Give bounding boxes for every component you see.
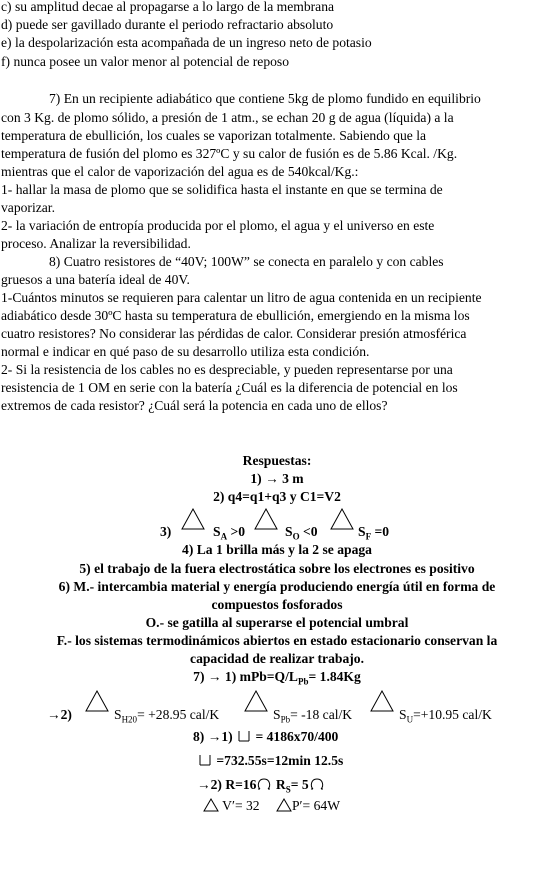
answer-3-label: 3) [160,524,172,539]
entropy-a: $S_A >0$ [213,524,246,542]
entropy-f: $S_F =0$ [358,524,390,542]
ohm-icon [256,777,272,791]
problem8-line9: extremos de cada resistor? ¿Cuál será la potencia en cada uno de ellos? [1,398,388,413]
problem7-line3: temperatura de ebullición, los cuales se vaporizan totalmente. Sabiendo que la [1,128,427,143]
entropy-lead: $S_{Pb}= -18$ cal/K [273,707,353,725]
problem8-line8: resistencia de 1 OM en serie con la batería ¿Cuál es la diferencia de potencial en los [1,380,458,395]
entropy-o: $S_O <0$ [285,524,318,542]
problem7-line6: 1- hallar la masa de plomo que se solidifica hasta el instante en que se termina de [1,182,443,197]
answer-6-line2: compuestos fosforados [211,597,343,612]
answer-1-value: 3 m [278,471,304,486]
option-e: e) la despolarización esta acompañada de un ingreso neto de potasio [1,35,372,50]
answer-7-1: 7) → 1) $mPb=Q/L_{Pb}= 1.84Kg$ [193,669,361,687]
ohm-icon [309,777,325,791]
arrow-right-icon: → [265,471,279,486]
problem8-line3: 1-Cuántos minutos se requieren para calentar un litro de agua contenida en un recipiente [1,290,482,305]
delta-t-icon [197,753,213,767]
entropy-universe: $S_U=+10.95$ cal/K [399,707,492,725]
delta-icon [370,690,394,712]
arrow-right-icon: → [207,669,222,684]
problem7-line1: 7) En un recipiente adiabático que contiene 5kg de plomo fundido en equilibrio [49,91,481,106]
problem8-line6: normal e indicar en qué paso de su desarrollo utiliza esta condición. [1,344,370,359]
delta-icon [276,798,292,812]
answer-7-2 [0,706,554,728]
problem7-line9: proceso. Analizar la reversibilidad. [1,236,191,251]
problem7-line8: 2- la variación de entropía producida por el plomo, el agua y el universo en este [1,218,435,233]
problem8-line4: adiabático desde 30ºC hasta su temperatura de ebullición, emergiendo en la misma los [1,308,470,323]
option-d: d) puede ser gavillado durante el periodo refractario absoluto [1,17,334,32]
answers-title: Respuestas: [242,453,312,468]
answer-6-line5: capacidad de realizar trabajo. [190,651,364,666]
delta-icon [254,508,278,530]
delta-icon [203,798,219,812]
answer-5: 5) el trabajo de la fuera electrostática sobre los electrones es positivo [79,561,475,576]
answer-6-line4: F.- los sistemas termodinámicos abiertos en estado estacionario conservan la [56,633,498,648]
arrow-right-icon: → [207,729,222,744]
delta-icon [85,690,109,712]
entropy-water: $S_{H20}= +28.95$ cal/K [114,707,220,725]
answer-7-2-label: →2) [47,707,72,722]
answer-1-label: 1) [250,471,266,486]
answer-6-line1: 6) M.- intercambia material y energía produciendo energía útil en forma de [58,579,496,594]
problem8-line7: 2- Si la resistencia de los cables no es despreciable, y pueden representarse por una [1,362,453,377]
problem7-line7: vaporizar. [1,200,55,215]
option-f: f) nunca posee un valor menor al potencial de reposo [1,54,290,69]
problem7-line2: con 3 Kg. de plomo sólido, a presión de 1 atm., se echan 20 g de agua (líquida) a la [1,110,454,125]
arrow-right-icon: → [47,707,61,722]
delta-icon [181,508,205,530]
delta-icon [330,508,354,530]
arrow-right-icon: → [197,777,211,792]
problem8-line5: cuatro resistores? No considerar las pérdidas de calor. Considerar presión atmosférica [1,326,467,341]
answer-2: 2) q4=q1+q3 y C1=V2 [213,489,341,504]
answer-1 [0,470,554,488]
problem8-line1: 8) Cuatro resistores de “40V; 100W” se conecta en paralelo y con cables [49,254,444,269]
option-c: c) su amplitud decae al propagarse a lo largo de la membrana [1,0,335,14]
delta-t-icon [236,729,252,743]
problem7-line5: mientras que el calor de vaporización del agua es de 540kcal/Kg.: [1,164,359,179]
problem8-line2: gruesos a una batería ideal de 40V. [1,272,190,287]
problem7-line4: temperatura de fusión del plomo es 327ºC y su calor de fusión es de 5.86 Kcal. /Kg. [1,146,458,161]
delta-icon [244,690,268,712]
answer-4: 4) La 1 brilla más y la 2 se apaga [182,542,372,557]
answer-6-line3: O.- se gatilla al superarse el potencial umbral [145,615,409,630]
